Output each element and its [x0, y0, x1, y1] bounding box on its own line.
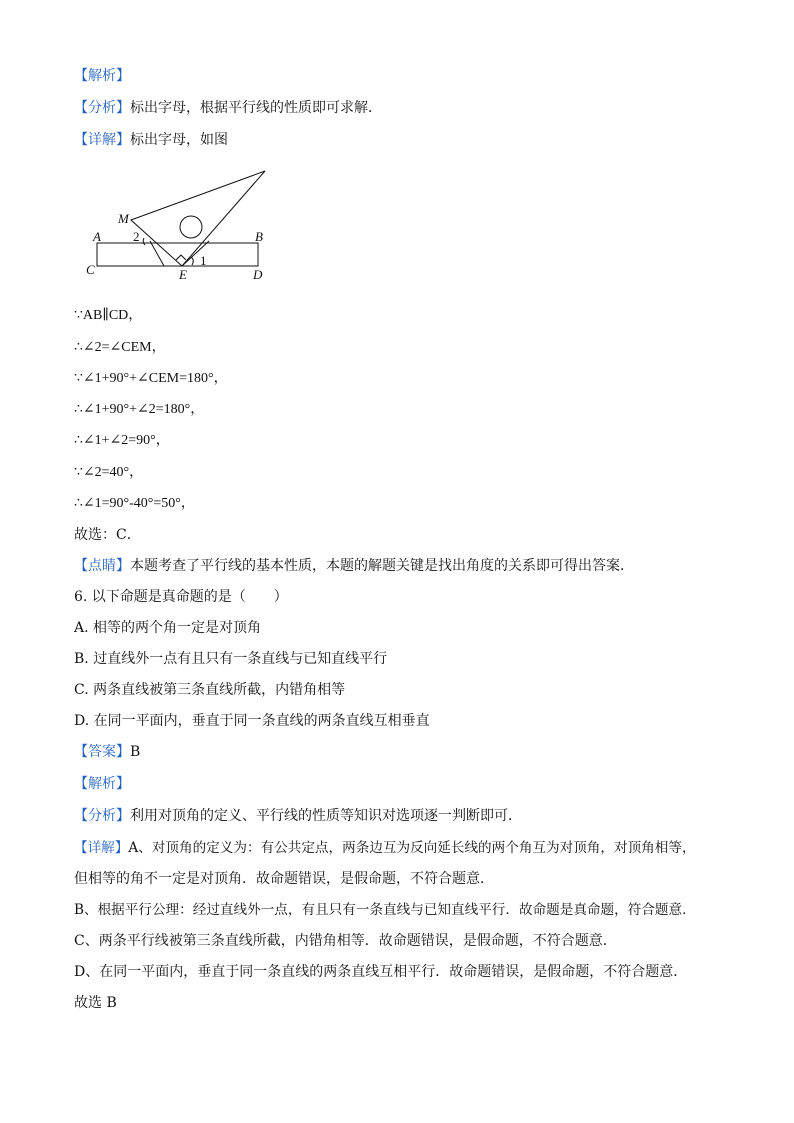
label-M: M	[118, 211, 129, 226]
option-a: A. 相等的两个角一定是对顶角	[74, 620, 262, 636]
choice-line: 故选：C．	[74, 527, 141, 543]
label-angle-1: 1	[200, 253, 207, 268]
analysis-label: 【分析】	[74, 100, 130, 116]
label-A: A	[93, 229, 101, 244]
detail-line	[74, 130, 228, 150]
step-7: ∴∠1=90°-40°=50°，	[74, 496, 195, 511]
label-D: D	[253, 267, 263, 282]
section-label-jiexi-2: 【解析】	[74, 776, 130, 792]
explain-d: D、在同一平面内，垂直于同一条直线的两条直线互相平行．故命题错误，是假命题，不符合题意．	[74, 964, 688, 980]
analysis-text: 标出字母，根据平行线的性质即可求解．	[130, 100, 382, 116]
geometry-figure	[84, 166, 274, 284]
detail-text-2: A、对顶角的定义为：有公共定点，两条边互为反向延长线的两个角互为对顶角，对顶角相等，	[128, 840, 696, 856]
triangle-hole-circle	[180, 216, 202, 238]
step-6: ∵∠2=40°，	[74, 465, 144, 480]
label-E: E	[179, 267, 187, 282]
explain-c: C、两条平行线被第三条直线所截，内错角相等．故命题错误，是假命题，不符合题意．	[74, 933, 617, 949]
choice-line-2: 故选 B	[74, 995, 117, 1011]
analysis-label-2: 【分析】	[74, 808, 130, 824]
detail-line-2-cont: 但相等的角不一定是对顶角．故命题错误，是假命题，不符合题意．	[74, 871, 494, 887]
comment-label: 【点睛】	[74, 558, 130, 574]
step-2: ∴∠2=∠CEM，	[74, 340, 166, 355]
answer-value: B	[130, 744, 141, 760]
explain-b: B、根据平行公理：经过直线外一点，有且只有一条直线与已知直线平行．故命题是真命题，符合题意．	[74, 902, 696, 918]
comment-text: 本题考查了平行线的基本性质，本题的解题关键是找出角度的关系即可得出答案．	[130, 558, 634, 574]
analysis-line-2	[74, 806, 522, 826]
detail-label: 【详解】	[74, 132, 130, 148]
step-3: ∵∠1+90°+∠CEM=180°，	[74, 371, 228, 386]
angle-2-arc	[143, 238, 145, 245]
option-b: B. 过直线外一点有且只有一条直线与已知直线平行	[74, 651, 388, 667]
answer-line	[74, 742, 140, 762]
step-1: ∵AB∥CD，	[74, 308, 143, 323]
angle-1-arc	[191, 257, 193, 265]
label-angle-2: 2	[133, 229, 140, 244]
analysis-line	[74, 98, 382, 118]
detail-label-2: 【详解】	[74, 840, 129, 856]
section-label-jiexi: 【解析】	[74, 68, 130, 84]
geometry-figure-svg	[84, 166, 274, 284]
analysis-text-2: 利用对顶角的定义、平行线的性质等知识对选项逐一判断即可．	[130, 808, 522, 824]
label-B: B	[255, 229, 263, 244]
question-6-stem: 6. 以下命题是真命题的是（ ）	[74, 589, 288, 605]
step-5: ∴∠1+∠2=90°，	[74, 433, 170, 448]
inner-edge-left	[150, 241, 164, 266]
answer-label: 【答案】	[74, 744, 130, 760]
detail-line-2	[74, 838, 696, 858]
comment-line	[74, 556, 634, 576]
label-C: C	[86, 262, 95, 277]
option-c: C. 两条直线被第三条直线所截，内错角相等	[74, 682, 346, 698]
option-d: D. 在同一平面内，垂直于同一条直线的两条直线互相垂直	[74, 713, 430, 729]
step-4: ∴∠1+90°+∠2=180°，	[74, 402, 205, 417]
detail-text: 标出字母，如图	[130, 132, 228, 148]
right-angle-mark	[176, 255, 186, 260]
